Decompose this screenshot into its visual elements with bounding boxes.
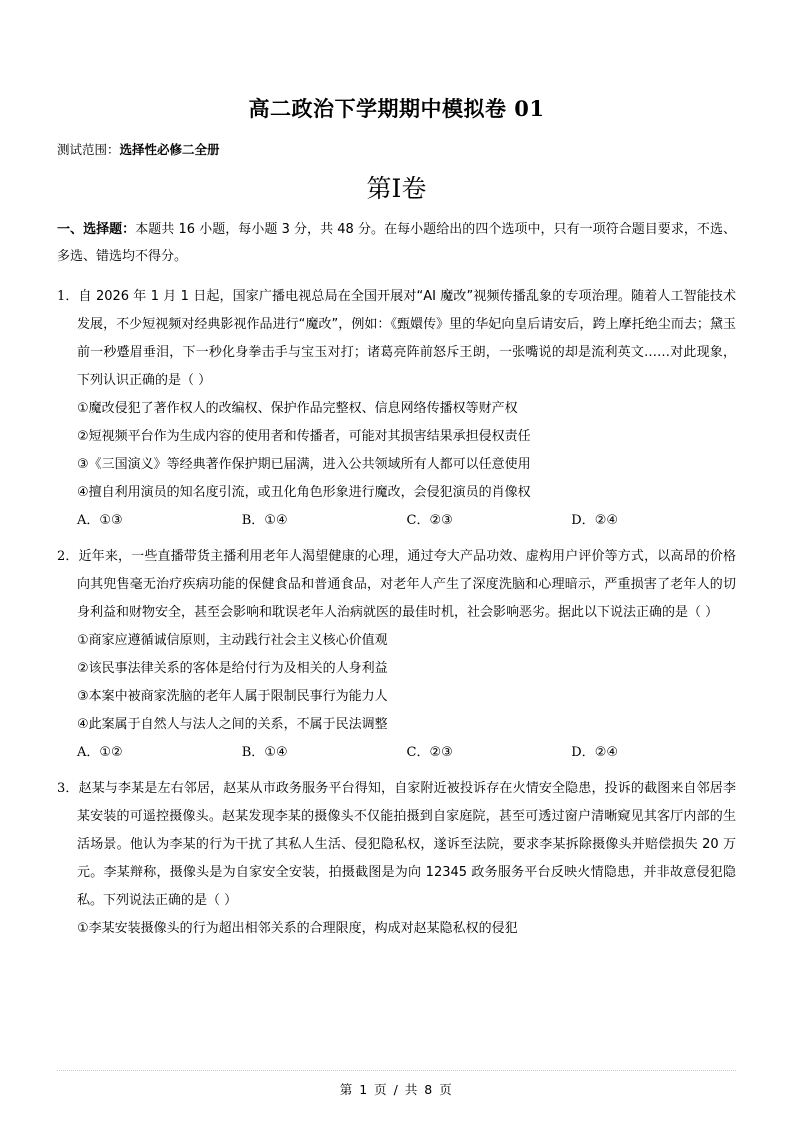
question-1-option-2: ②短视频平台作为生成内容的使用者和传播者，可能对其损害结果承担侵权责任	[77, 428, 531, 444]
question-1-stem	[57, 283, 736, 395]
part-one-instructions	[57, 216, 736, 270]
question-2-choice-b-text: ①④	[264, 744, 288, 760]
question-1-choice-b-letter: B．	[241, 512, 265, 528]
question-2-choice-b[interactable]	[242, 739, 407, 767]
question-2-option-4: ④此案属于自然人与法人之间的关系，不属于民法调整	[77, 716, 388, 732]
question-1-number: 1．	[57, 288, 79, 304]
part-one-lead: 一、选择题：	[57, 221, 136, 237]
test-scope-label: 测试范围：	[57, 142, 120, 158]
question-1-option-1: ①魔改侵犯了著作权人的改编权、保护作品完整权、信息网络传播权等财产权	[77, 400, 518, 416]
question-2-stem	[57, 543, 736, 627]
test-scope	[57, 141, 736, 159]
question-1-choice-d[interactable]	[571, 507, 736, 535]
question-1-text: 自 2026 年 1 月 1 日起，国家广播电视总局在全国开展对“AI 魔改”视频传播乱象的专项治理。随着人工智能技术发展，不少短视频对经典影视作品进行“魔改”，例如：《甄嬛传》里的华妃向皇后请安后，跨上摩托绝尘而去；黛玉前一秒蹙眉垂泪，下一秒化身拳击手与宝玉对打；诸葛亮阵前怒斥王朗，一张嘴说的却是流利英文……对此现象，下列认识正确的是（ ）	[77, 288, 736, 388]
question-1-choice-c[interactable]	[407, 507, 572, 535]
question-1-choices	[57, 507, 736, 535]
section-title: 第I卷	[366, 173, 427, 203]
question-2-choice-d-text: ②④	[594, 744, 618, 760]
question-2-choice-c-letter: C．	[406, 744, 430, 760]
page-number: 第 1 页 / 共 8 页	[339, 1082, 454, 1097]
question-2	[57, 543, 736, 767]
question-2-option-2: ②该民事法律关系的客体是给付行为及相关的人身利益	[77, 660, 388, 676]
question-1	[57, 283, 736, 535]
part-one-intro-text: 本题共 16 小题，每小题 3 分，共 48 分。在每小题给出的四个选项中，只有一项符合题目要求，不选、多选、错选均不得分。	[57, 221, 736, 264]
question-2-choice-c[interactable]	[407, 739, 572, 767]
question-1-choice-a-text: ①③	[99, 512, 123, 528]
question-3-option-1: ①李某安装摄像头的行为超出相邻关系的合理限度，构成对赵某隐私权的侵犯	[77, 920, 518, 936]
question-2-choice-c-text: ②③	[429, 744, 453, 760]
question-2-choice-b-letter: B．	[241, 744, 265, 760]
question-3-number: 3．	[57, 780, 79, 796]
question-3-stem	[57, 775, 736, 915]
question-2-option-1: ①商家应遵循诚信原则，主动践行社会主义核心价值观	[77, 632, 388, 648]
question-2-text: 近年来，一些直播带货主播利用老年人渴望健康的心理，通过夸大产品功效、虚构用户评价等方式，以高昂的价格向其兜售毫无治疗疾病功能的保健食品和普通食品，对老年人产生了深度洗脑和心理暗示，严重损害了老年人的切身利益和财物安全，甚至会影响和耽误老年人治病就医的最佳时机，社会影响恶劣。据此以下说法正确的是（ ）	[77, 548, 736, 620]
question-2-option-3: ③本案中被商家洗脑的老年人属于限制民事行为能力人	[77, 688, 388, 704]
question-1-choice-c-letter: C．	[406, 512, 430, 528]
question-1-choice-d-text: ②④	[594, 512, 618, 528]
question-3	[57, 775, 736, 943]
question-2-number: 2．	[57, 548, 79, 564]
page-footer	[57, 1070, 736, 1098]
question-1-option-4: ④擅自利用演员的知名度引流，或丑化角色形象进行魔改，会侵犯演员的肖像权	[77, 484, 531, 500]
question-1-choice-d-letter: D．	[571, 512, 595, 528]
question-1-choice-a-letter: A．	[77, 512, 100, 528]
question-1-choice-b[interactable]	[242, 507, 407, 535]
question-3-text: 赵某与李某是左右邻居，赵某从市政务服务平台得知，自家附近被投诉存在火情安全隐患，投诉的截图来自邻居李某安装的可遥控摄像头。赵某发现李某的摄像头不仅能拍摄到自家庭院，甚至可透过窗户清晰窥见其客厅内部的生活场景。他认为李某的行为干扰了其私人生活、侵犯隐私权，遂诉至法院，要求李某拆除摄像头并赔偿损失 20 万元。李某辩称，摄像头是为自家安全安装，拍摄截图是为向 12345 政务服务平台反映火情隐患，并非故意侵犯隐私。下列说法正确的是（ ）	[77, 780, 736, 908]
question-1-choice-c-text: ②③	[429, 512, 453, 528]
question-2-choice-a-letter: A．	[77, 744, 100, 760]
question-1-choice-a[interactable]	[77, 507, 242, 535]
question-2-choice-d-letter: D．	[571, 744, 595, 760]
footer-divider	[57, 1070, 736, 1071]
question-2-choice-d[interactable]	[571, 739, 736, 767]
question-2-choice-a[interactable]	[77, 739, 242, 767]
question-1-choice-b-text: ①④	[264, 512, 288, 528]
question-2-choices	[57, 739, 736, 767]
test-scope-value: 选择性必修二全册	[119, 142, 220, 158]
page-title: 高二政治下学期期中模拟卷 01	[248, 96, 545, 121]
question-1-option-3: ③《三国演义》等经典著作保护期已届满，进入公共领域所有人都可以任意使用	[77, 456, 531, 472]
question-2-choice-a-text: ①②	[99, 744, 123, 760]
